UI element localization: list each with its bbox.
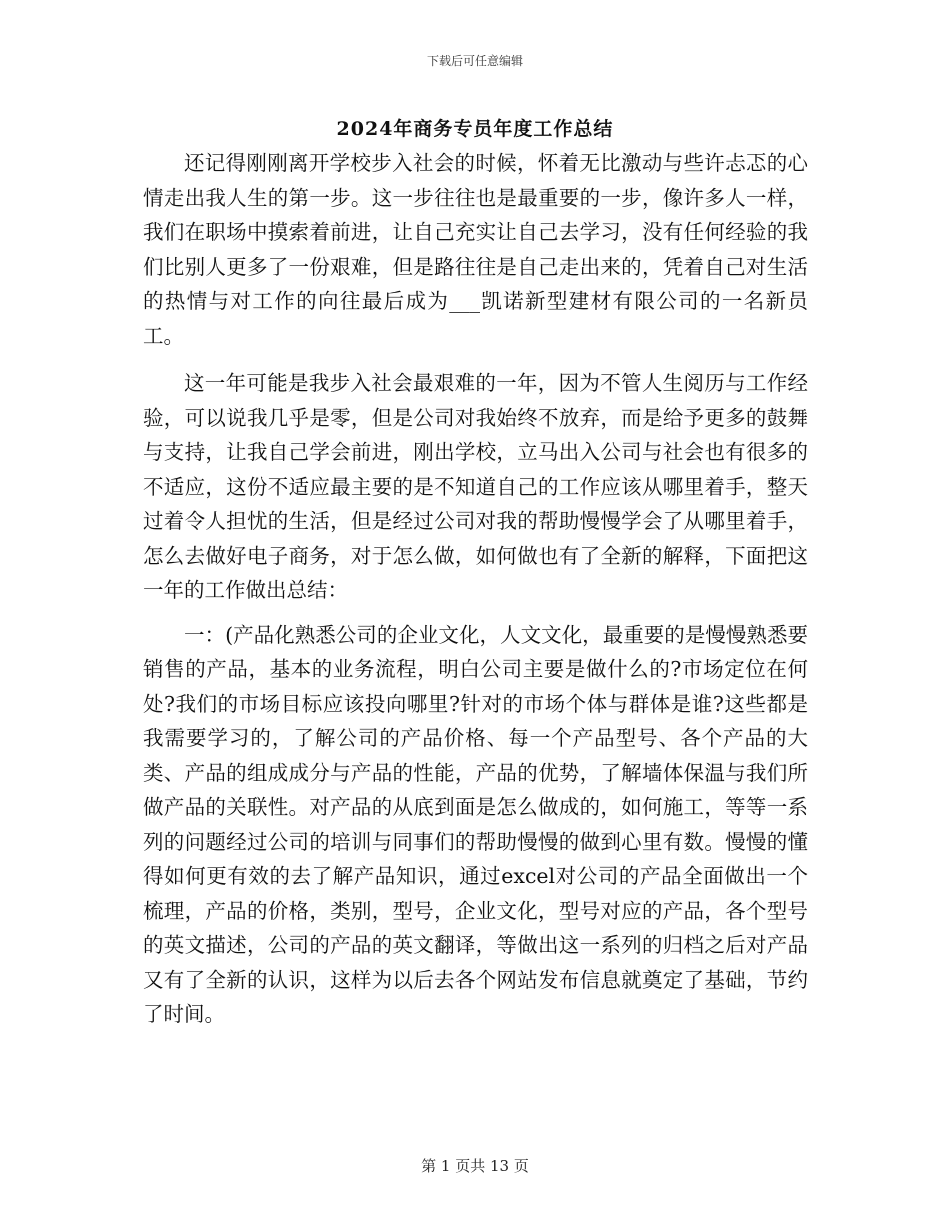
page-number: 第 1 页共 13 页: [421, 1157, 529, 1175]
header-note: 下载后可任意编辑: [426, 54, 523, 68]
paragraph-3: 一：(产品化熟悉公司的企业文化，人文文化，最重要的是慢慢熟悉要销售的产品，基本的业务流程，明白公司主要是做什么的?市场定位在何处?我们的市场目标应该投向哪里?针对的市场个体与群体是谁?这些都是我需要学习的，了解公司的产品价格、每一个产品型号、各个产品的大类、产品的组成成分与产品的性能，产品的优势，了解墙体保温与我们所做产品的关联性。对产品的从底到面是怎么做成的，如何施工，等等一系列的问题经过公司的培训与同事们的帮助慢慢的做到心里有数。慢慢的懂得如何更有效的去了解产品知识，通过excel对公司的产品全面做出一个梳理，产品的价格，类别，型号，企业文化，型号对应的产品，各个型号的英文描述，公司的产品的英文翻译，等做出这一系列的归档之后对产品又有了全新的认识，这样为以后去各个网站发布信息就奠定了基础，节约了时间。: [143, 622, 808, 1026]
document-title: 2024年商务专员年度工作总结: [336, 118, 614, 140]
paragraph-2: 这一年可能是我步入社会最艰难的一年，因为不管人生阅历与工作经验，可以说我几乎是零，但是公司对我始终不放弃，而是给予更多的鼓舞与支持，让我自己学会前进，刚出学校，立马出入公司与社会也有很多的不适应，这份不适应最主要的是不知道自己的工作应该从哪里着手，整天过着令人担忧的生活，但是经过公司对我的帮助慢慢学会了从哪里着手，怎么去做好电子商务，对于怎么做，如何做也有了全新的解释，下面把这一年的工作做出总结：: [143, 371, 808, 602]
document-body: [143, 146, 808, 1032]
paragraph-1: 还记得刚刚离开学校步入社会的时候，怀着无比激动与些许忐忑的心情走出我人生的第一步。这一步往往也是最重要的一步，像许多人一样，我们在职场中摸索着前进，让自己充实让自己去学习，没有任何经验的我们比别人更多了一份艰难，但是路往往是自己走出来的，凭着自己对生活的热情与对工作的向往最后成为___凯诺新型建材有限公司的一名新员工。: [143, 151, 808, 348]
